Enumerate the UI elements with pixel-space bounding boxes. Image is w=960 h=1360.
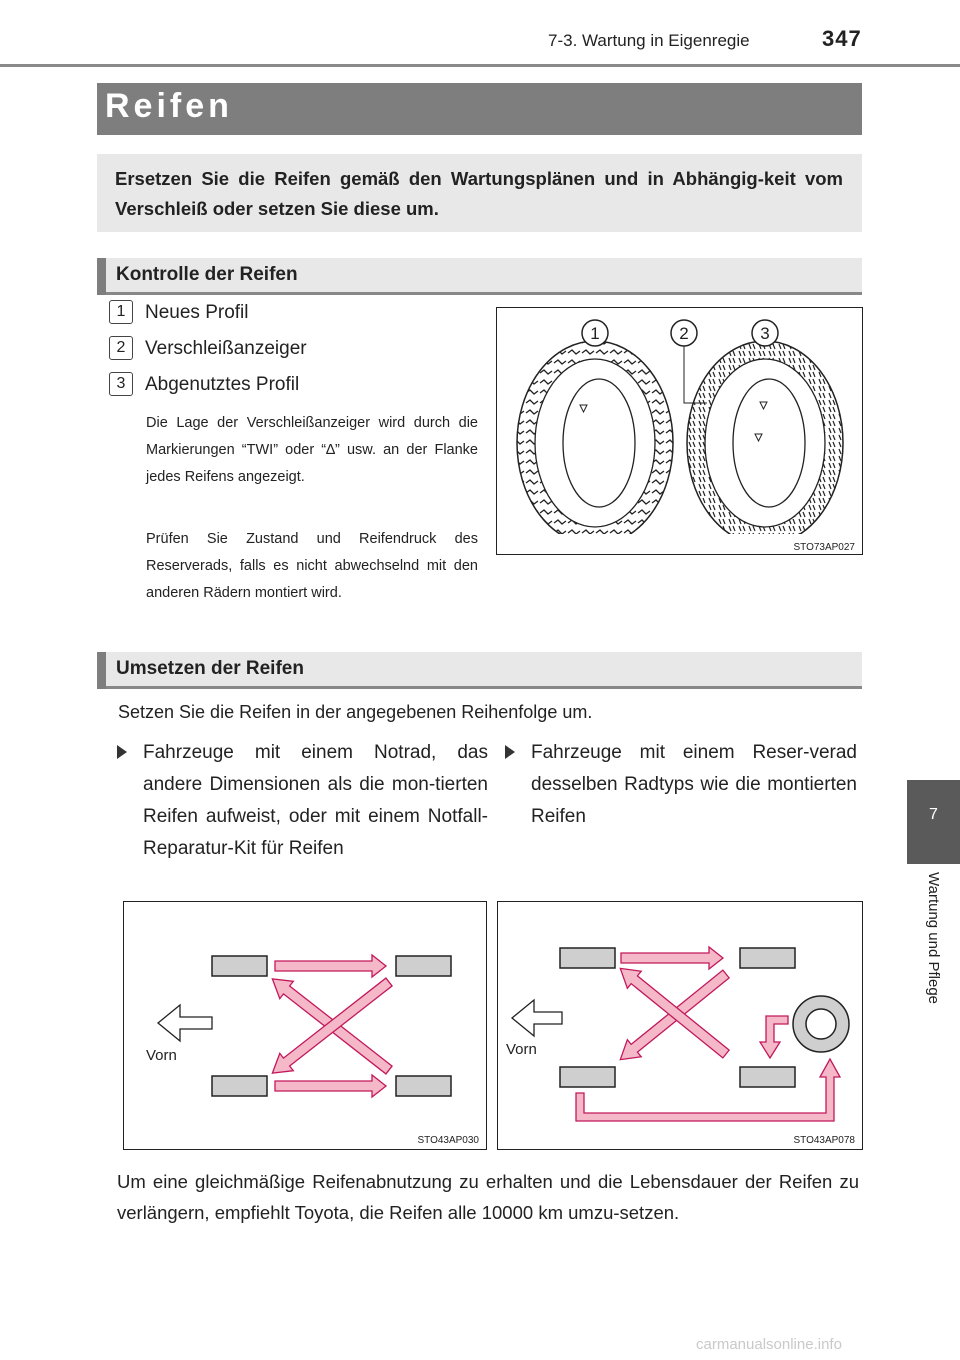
title-bar (97, 83, 862, 135)
callout-label-3: 3 (760, 324, 770, 343)
page-number: 347 (822, 26, 862, 51)
rotation-diagram-five-wheel (498, 902, 862, 1149)
worn-tire-rim (733, 379, 805, 507)
callout-label-2: 2 (679, 324, 689, 343)
item-worn-tread: Abgenutztes Profil (145, 374, 300, 395)
forward-arrow-icon (158, 1005, 212, 1041)
arrow-rear-right (275, 1075, 386, 1097)
tire-front-left (212, 956, 267, 976)
item-wear-indicator: Verschleißanzeiger (145, 338, 307, 359)
figure-code: STO43AP030 (417, 1135, 479, 1146)
tire-rear-right (396, 1076, 451, 1096)
forward-label: Vorn (146, 1047, 177, 1064)
rotation-recommendation: Um eine gleichmäßige Reifenabnutzung zu erhalten und die Lebensdauer der Reifen zu verlängern, empfiehlt Toyota, die Reifen alle 10000 km umzu-setzen. (117, 1171, 859, 1223)
bullet-triangle-icon (505, 745, 515, 759)
arrow-spare-to-rear-right (760, 1016, 788, 1058)
section-heading-rotation (97, 652, 862, 689)
section-heading-text: Umsetzen der Reifen (116, 658, 304, 679)
chapter-title: Wartung und Pflege (925, 872, 942, 1005)
callout-badge-2: 2 (109, 336, 133, 360)
callout-badge-1: 1 (109, 300, 133, 324)
bullet-text: Fahrzeuge mit einem Notrad, das andere Dimensionen als die mon-tierten Reifen aufweist, oder mit einem Notfall-Reparatur-Kit für Reifen (143, 742, 488, 859)
tire-illustration (497, 308, 862, 554)
forward-arrow-icon (512, 1000, 562, 1036)
tire-tread-figure (496, 307, 863, 555)
note-wear-indicator: Die Lage der Verschleißanzeiger wird durch die Markierungen “TWI” oder “∆” usw. an der Flanke jedes Reifens angezeigt. (146, 415, 478, 485)
rotation-figure-full-spare (497, 901, 863, 1150)
chapter-number: 7 (929, 806, 938, 823)
figure-code: STO73AP027 (793, 542, 855, 553)
section-heading-text: Kontrolle der Reifen (116, 264, 298, 285)
arrow-front-right (275, 955, 386, 977)
rotation-lead-text: Setzen Sie die Reifen in der angegebenen Reihenfolge um. (118, 702, 593, 722)
arrow-front-right (621, 947, 723, 969)
item-new-tread: Neues Profil (145, 302, 249, 323)
new-tire-rim (563, 379, 635, 507)
header-rule (0, 64, 960, 67)
rotation-figure-compact-spare (123, 901, 487, 1150)
watermark: carmanualsonline.info (696, 1336, 842, 1353)
section-heading-inspection (97, 258, 862, 295)
tire-front-right (396, 956, 451, 976)
tire-rear-right (740, 1067, 795, 1087)
section-breadcrumb: 7-3. Wartung in Eigenregie (548, 31, 750, 50)
page-title: Reifen (105, 87, 233, 125)
intro-text: Ersetzen Sie die Reifen gemäß den Wartungsplänen und in Abhängig-keit vom Verschleiß oder setzen Sie diese um. (115, 168, 843, 219)
forward-label: Vorn (506, 1041, 537, 1058)
callout-badge-3: 3 (109, 372, 133, 396)
bullet-compact-spare (143, 737, 488, 865)
rotation-diagram-four-wheel (124, 902, 486, 1149)
tire-rear-left (212, 1076, 267, 1096)
bullet-text: Fahrzeuge mit einem Reser-verad desselben Radtyps wie die montierten Reifen (531, 742, 857, 827)
heading-bar (97, 652, 106, 689)
chapter-title-vertical (918, 872, 948, 1042)
tire-rear-left (560, 1067, 615, 1087)
tire-front-right (740, 948, 795, 968)
bullet-triangle-icon (117, 745, 127, 759)
heading-bar (97, 258, 106, 295)
note-spare-tire: Prüfen Sie Zustand und Reifendruck des Reserverads, falls es nicht abwechselnd mit den anderen Rädern montiert wird. (146, 531, 478, 601)
intro-box (97, 154, 862, 232)
figure-code: STO43AP078 (793, 1135, 855, 1146)
callout-label-1: 1 (590, 324, 600, 343)
bullet-full-spare (531, 737, 857, 833)
spare-tire-rim (806, 1009, 836, 1039)
tire-front-left (560, 948, 615, 968)
